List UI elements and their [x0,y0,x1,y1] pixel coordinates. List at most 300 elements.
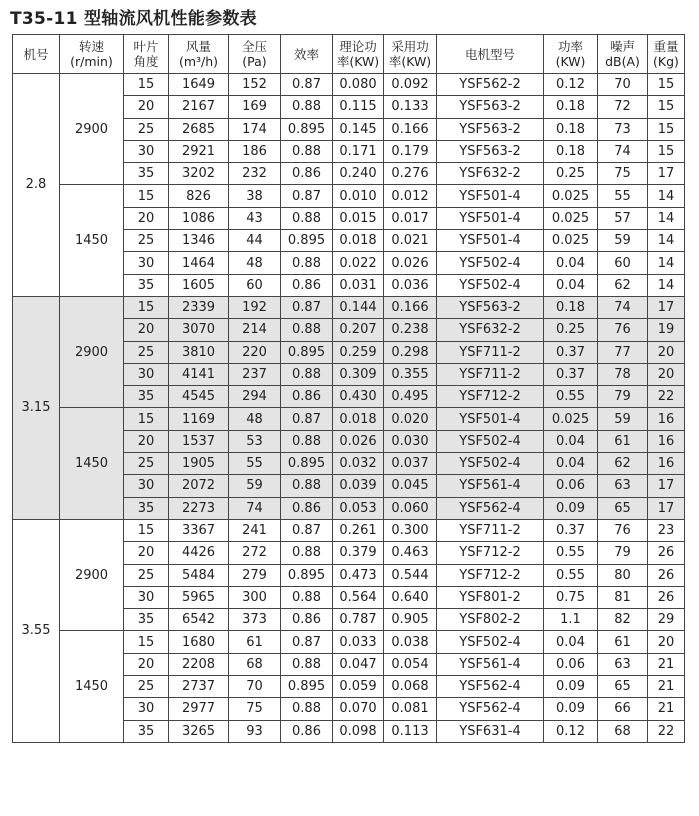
adopted-power-cell: 0.030 [384,430,437,452]
weight-cell: 16 [648,408,685,430]
column-header [229,35,281,74]
motor-model-cell: YSF562-4 [437,698,544,720]
pressure-cell: 70 [229,676,281,698]
pressure-cell: 68 [229,653,281,675]
blade-angle-cell: 35 [124,163,169,185]
column-header-line2: (Kg) [653,54,679,69]
column-header [124,35,169,74]
motor-power-cell: 0.025 [544,408,598,430]
noise-cell: 65 [598,497,648,519]
efficiency-cell: 0.88 [281,475,333,497]
efficiency-cell: 0.88 [281,586,333,608]
efficiency-cell: 0.895 [281,453,333,475]
blade-angle-cell: 30 [124,698,169,720]
noise-cell: 70 [598,74,648,96]
adopted-power-cell: 0.081 [384,698,437,720]
motor-model-cell: YSF501-4 [437,408,544,430]
blade-angle-cell: 30 [124,140,169,162]
efficiency-cell: 0.88 [281,653,333,675]
adopted-power-cell: 0.038 [384,631,437,653]
noise-cell: 76 [598,519,648,541]
column-header-line2: (KW) [555,54,586,69]
theoretical-power-cell: 0.070 [333,698,384,720]
column-header-line1: 转速 [78,39,104,54]
motor-power-cell: 0.18 [544,118,598,140]
column-header-line2: (m³/h) [178,54,219,69]
motor-power-cell: 0.37 [544,341,598,363]
adopted-power-cell: 0.012 [384,185,437,207]
motor-model-cell: YSF502-4 [437,252,544,274]
blade-angle-cell: 30 [124,252,169,274]
motor-power-cell: 0.04 [544,430,598,452]
noise-cell: 61 [598,430,648,452]
column-header-line1: 风量 [185,39,211,54]
blade-angle-cell: 15 [124,185,169,207]
weight-cell: 14 [648,274,685,296]
weight-cell: 21 [648,653,685,675]
motor-model-cell: YSF711-2 [437,519,544,541]
theoretical-power-cell: 0.473 [333,564,384,586]
weight-cell: 20 [648,631,685,653]
pressure-cell: 279 [229,564,281,586]
adopted-power-cell: 0.495 [384,386,437,408]
theoretical-power-cell: 0.031 [333,274,384,296]
blade-angle-cell: 15 [124,408,169,430]
table-header-row [13,35,685,74]
airflow-cell: 2921 [169,140,229,162]
motor-power-cell: 0.04 [544,453,598,475]
airflow-cell: 3367 [169,519,229,541]
theoretical-power-cell: 0.047 [333,653,384,675]
motor-power-cell: 0.37 [544,519,598,541]
airflow-cell: 4141 [169,363,229,385]
airflow-cell: 1680 [169,631,229,653]
noise-cell: 62 [598,453,648,475]
pressure-cell: 169 [229,96,281,118]
column-header-line1: 功率 [557,39,583,54]
efficiency-cell: 0.86 [281,720,333,742]
blade-angle-cell: 30 [124,586,169,608]
motor-power-cell: 0.09 [544,676,598,698]
motor-power-cell: 0.025 [544,185,598,207]
motor-power-cell: 0.12 [544,74,598,96]
weight-cell: 15 [648,96,685,118]
weight-cell: 14 [648,185,685,207]
motor-model-cell: YSF562-4 [437,676,544,698]
table-row [13,631,685,653]
efficiency-cell: 0.88 [281,140,333,162]
column-header-line2: (Pa) [242,54,267,69]
efficiency-cell: 0.895 [281,230,333,252]
weight-cell: 26 [648,586,685,608]
column-header-line1: 理论功 [339,39,377,54]
motor-power-cell: 0.18 [544,296,598,318]
theoretical-power-cell: 0.080 [333,74,384,96]
column-header [13,35,60,74]
weight-cell: 22 [648,720,685,742]
adopted-power-cell: 0.113 [384,720,437,742]
blade-angle-cell: 25 [124,676,169,698]
theoretical-power-cell: 0.564 [333,586,384,608]
airflow-cell: 2685 [169,118,229,140]
adopted-power-cell: 0.092 [384,74,437,96]
theoretical-power-cell: 0.115 [333,96,384,118]
efficiency-cell: 0.87 [281,296,333,318]
pressure-cell: 237 [229,363,281,385]
blade-angle-cell: 20 [124,319,169,341]
weight-cell: 15 [648,74,685,96]
motor-power-cell: 0.025 [544,207,598,229]
column-header-line1: 叶片 [133,39,159,54]
adopted-power-cell: 0.463 [384,542,437,564]
column-header-line2: 角度 [133,54,159,69]
noise-cell: 79 [598,386,648,408]
theoretical-power-cell: 0.018 [333,408,384,430]
pressure-cell: 38 [229,185,281,207]
model-number-cell: 2.8 [13,74,60,297]
adopted-power-cell: 0.017 [384,207,437,229]
column-header [169,35,229,74]
motor-power-cell: 0.55 [544,386,598,408]
blade-angle-cell: 20 [124,542,169,564]
motor-power-cell: 0.55 [544,564,598,586]
adopted-power-cell: 0.640 [384,586,437,608]
theoretical-power-cell: 0.171 [333,140,384,162]
motor-model-cell: YSF563-2 [437,96,544,118]
column-header [598,35,648,74]
theoretical-power-cell: 0.379 [333,542,384,564]
blade-angle-cell: 25 [124,118,169,140]
pressure-cell: 61 [229,631,281,653]
motor-model-cell: YSF632-2 [437,163,544,185]
theoretical-power-cell: 0.022 [333,252,384,274]
airflow-cell: 1605 [169,274,229,296]
pressure-cell: 373 [229,609,281,631]
pressure-cell: 59 [229,475,281,497]
theoretical-power-cell: 0.145 [333,118,384,140]
motor-power-cell: 0.25 [544,163,598,185]
pressure-cell: 74 [229,497,281,519]
table-body [13,74,685,743]
adopted-power-cell: 0.166 [384,296,437,318]
adopted-power-cell: 0.045 [384,475,437,497]
weight-cell: 21 [648,698,685,720]
noise-cell: 80 [598,564,648,586]
efficiency-cell: 0.87 [281,185,333,207]
weight-cell: 19 [648,319,685,341]
column-header-line2: dB(A) [605,54,640,69]
pressure-cell: 300 [229,586,281,608]
efficiency-cell: 0.88 [281,363,333,385]
theoretical-power-cell: 0.144 [333,296,384,318]
table-row [13,296,685,318]
motor-model-cell: YSF563-2 [437,140,544,162]
weight-cell: 17 [648,296,685,318]
theoretical-power-cell: 0.018 [333,230,384,252]
motor-model-cell: YSF631-4 [437,720,544,742]
airflow-cell: 2072 [169,475,229,497]
airflow-cell: 2339 [169,296,229,318]
adopted-power-cell: 0.544 [384,564,437,586]
column-header-line1: 电机型号 [464,46,515,62]
airflow-cell: 3810 [169,341,229,363]
table-row [13,185,685,207]
fan-performance-table [12,34,685,743]
motor-power-cell: 0.04 [544,631,598,653]
column-header [60,35,124,74]
model-number-cell: 3.55 [13,519,60,742]
motor-model-cell: YSF711-2 [437,341,544,363]
airflow-cell: 2737 [169,676,229,698]
blade-angle-cell: 35 [124,497,169,519]
speed-cell: 2900 [60,74,124,185]
noise-cell: 76 [598,319,648,341]
airflow-cell: 2208 [169,653,229,675]
efficiency-cell: 0.86 [281,163,333,185]
theoretical-power-cell: 0.053 [333,497,384,519]
theoretical-power-cell: 0.098 [333,720,384,742]
airflow-cell: 5484 [169,564,229,586]
adopted-power-cell: 0.021 [384,230,437,252]
column-header [281,35,333,74]
noise-cell: 66 [598,698,648,720]
blade-angle-cell: 20 [124,653,169,675]
pressure-cell: 214 [229,319,281,341]
noise-cell: 78 [598,363,648,385]
motor-model-cell: YSF563-2 [437,118,544,140]
blade-angle-cell: 30 [124,475,169,497]
efficiency-cell: 0.88 [281,96,333,118]
efficiency-cell: 0.88 [281,698,333,720]
motor-model-cell: YSF502-4 [437,631,544,653]
noise-cell: 60 [598,252,648,274]
efficiency-cell: 0.87 [281,519,333,541]
blade-angle-cell: 25 [124,564,169,586]
blade-angle-cell: 35 [124,609,169,631]
motor-model-cell: YSF561-4 [437,475,544,497]
airflow-cell: 2167 [169,96,229,118]
blade-angle-cell: 15 [124,519,169,541]
table-row [13,74,685,96]
adopted-power-cell: 0.166 [384,118,437,140]
adopted-power-cell: 0.355 [384,363,437,385]
noise-cell: 77 [598,341,648,363]
page-title: T35-11 型轴流风机性能参数表 [10,9,257,29]
noise-cell: 82 [598,609,648,631]
weight-cell: 17 [648,475,685,497]
motor-power-cell: 0.06 [544,475,598,497]
noise-cell: 68 [598,720,648,742]
blade-angle-cell: 20 [124,430,169,452]
efficiency-cell: 0.86 [281,497,333,519]
column-header-line2: 率(KW) [336,54,380,69]
blade-angle-cell: 20 [124,96,169,118]
weight-cell: 17 [648,497,685,519]
speed-cell: 1450 [60,631,124,742]
airflow-cell: 1086 [169,207,229,229]
column-header-line2: 率(KW) [388,54,432,69]
pressure-cell: 44 [229,230,281,252]
motor-power-cell: 0.55 [544,542,598,564]
adopted-power-cell: 0.905 [384,609,437,631]
motor-model-cell: YSF712-2 [437,564,544,586]
theoretical-power-cell: 0.059 [333,676,384,698]
motor-power-cell: 0.12 [544,720,598,742]
pressure-cell: 220 [229,341,281,363]
theoretical-power-cell: 0.787 [333,609,384,631]
column-header [437,35,544,74]
theoretical-power-cell: 0.010 [333,185,384,207]
pressure-cell: 60 [229,274,281,296]
efficiency-cell: 0.88 [281,430,333,452]
theoretical-power-cell: 0.309 [333,363,384,385]
motor-power-cell: 0.04 [544,252,598,274]
motor-model-cell: YSF562-4 [437,497,544,519]
column-header-line1: 全压 [241,39,267,54]
noise-cell: 72 [598,96,648,118]
airflow-cell: 1169 [169,408,229,430]
motor-model-cell: YSF502-4 [437,453,544,475]
airflow-cell: 4545 [169,386,229,408]
adopted-power-cell: 0.060 [384,497,437,519]
efficiency-cell: 0.88 [281,542,333,564]
speed-cell: 2900 [60,296,124,407]
adopted-power-cell: 0.133 [384,96,437,118]
pressure-cell: 43 [229,207,281,229]
motor-model-cell: YSF562-2 [437,74,544,96]
pressure-cell: 48 [229,252,281,274]
pressure-cell: 192 [229,296,281,318]
weight-cell: 20 [648,363,685,385]
speed-cell: 1450 [60,185,124,296]
motor-model-cell: YSF501-4 [437,207,544,229]
speed-cell: 1450 [60,408,124,519]
theoretical-power-cell: 0.015 [333,207,384,229]
efficiency-cell: 0.86 [281,274,333,296]
airflow-cell: 4426 [169,542,229,564]
weight-cell: 22 [648,386,685,408]
blade-angle-cell: 15 [124,631,169,653]
column-header [384,35,437,74]
column-header-line1: 重量 [653,39,679,54]
pressure-cell: 53 [229,430,281,452]
motor-power-cell: 0.18 [544,140,598,162]
motor-power-cell: 0.25 [544,319,598,341]
weight-cell: 15 [648,118,685,140]
efficiency-cell: 0.86 [281,386,333,408]
motor-model-cell: YSF502-4 [437,274,544,296]
weight-cell: 29 [648,609,685,631]
noise-cell: 65 [598,676,648,698]
motor-model-cell: YSF502-4 [437,430,544,452]
column-header-line2: (r/min) [70,54,113,69]
motor-power-cell: 0.75 [544,586,598,608]
efficiency-cell: 0.895 [281,564,333,586]
motor-model-cell: YSF712-2 [437,542,544,564]
motor-model-cell: YSF632-2 [437,319,544,341]
airflow-cell: 3265 [169,720,229,742]
adopted-power-cell: 0.179 [384,140,437,162]
model-number-cell: 3.15 [13,296,60,519]
column-header [544,35,598,74]
theoretical-power-cell: 0.261 [333,519,384,541]
efficiency-cell: 0.895 [281,676,333,698]
theoretical-power-cell: 0.026 [333,430,384,452]
motor-model-cell: YSF802-2 [437,609,544,631]
noise-cell: 73 [598,118,648,140]
noise-cell: 59 [598,408,648,430]
pressure-cell: 152 [229,74,281,96]
efficiency-cell: 0.88 [281,319,333,341]
efficiency-cell: 0.87 [281,408,333,430]
noise-cell: 61 [598,631,648,653]
blade-angle-cell: 15 [124,74,169,96]
column-header-line1: 噪声 [609,39,635,54]
pressure-cell: 241 [229,519,281,541]
airflow-cell: 3202 [169,163,229,185]
adopted-power-cell: 0.300 [384,519,437,541]
weight-cell: 21 [648,676,685,698]
blade-angle-cell: 35 [124,386,169,408]
blade-angle-cell: 25 [124,341,169,363]
weight-cell: 15 [648,140,685,162]
motor-power-cell: 0.09 [544,497,598,519]
weight-cell: 14 [648,230,685,252]
weight-cell: 20 [648,341,685,363]
adopted-power-cell: 0.068 [384,676,437,698]
pressure-cell: 75 [229,698,281,720]
efficiency-cell: 0.87 [281,74,333,96]
motor-model-cell: YSF501-4 [437,185,544,207]
pressure-cell: 48 [229,408,281,430]
adopted-power-cell: 0.036 [384,274,437,296]
efficiency-cell: 0.87 [281,631,333,653]
noise-cell: 57 [598,207,648,229]
noise-cell: 81 [598,586,648,608]
airflow-cell: 826 [169,185,229,207]
pressure-cell: 294 [229,386,281,408]
motor-power-cell: 0.37 [544,363,598,385]
airflow-cell: 2977 [169,698,229,720]
motor-model-cell: YSF563-2 [437,296,544,318]
blade-angle-cell: 15 [124,296,169,318]
airflow-cell: 6542 [169,609,229,631]
blade-angle-cell: 25 [124,230,169,252]
blade-angle-cell: 35 [124,720,169,742]
airflow-cell: 2273 [169,497,229,519]
pressure-cell: 55 [229,453,281,475]
motor-power-cell: 0.18 [544,96,598,118]
efficiency-cell: 0.88 [281,252,333,274]
theoretical-power-cell: 0.430 [333,386,384,408]
theoretical-power-cell: 0.033 [333,631,384,653]
noise-cell: 75 [598,163,648,185]
blade-angle-cell: 20 [124,207,169,229]
airflow-cell: 1649 [169,74,229,96]
noise-cell: 63 [598,653,648,675]
airflow-cell: 1346 [169,230,229,252]
column-header [648,35,685,74]
motor-model-cell: YSF711-2 [437,363,544,385]
airflow-cell: 1905 [169,453,229,475]
weight-cell: 14 [648,252,685,274]
theoretical-power-cell: 0.259 [333,341,384,363]
theoretical-power-cell: 0.032 [333,453,384,475]
motor-model-cell: YSF801-2 [437,586,544,608]
motor-power-cell: 0.04 [544,274,598,296]
airflow-cell: 5965 [169,586,229,608]
blade-angle-cell: 30 [124,363,169,385]
